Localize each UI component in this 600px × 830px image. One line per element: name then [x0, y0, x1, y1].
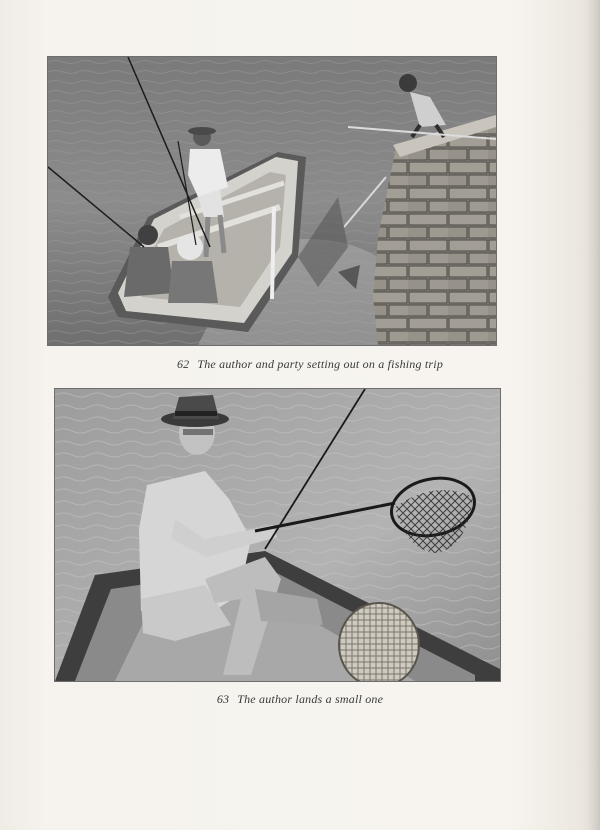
plate-63-number: 63 [216, 692, 230, 706]
plate-63-photo [55, 389, 500, 681]
plate-63-caption [0, 692, 600, 707]
plate-63-image [55, 389, 500, 681]
page-edge-shadow [586, 0, 600, 830]
plate-62-caption-text: The author and party setting out on a fishing trip [197, 357, 444, 371]
plate-62-caption [0, 357, 600, 372]
plate-62-image [48, 57, 496, 345]
plate-62-photo [48, 57, 496, 345]
plate-63-caption-text: The author lands a small one [237, 692, 384, 706]
plate-62-number: 62 [176, 357, 190, 371]
